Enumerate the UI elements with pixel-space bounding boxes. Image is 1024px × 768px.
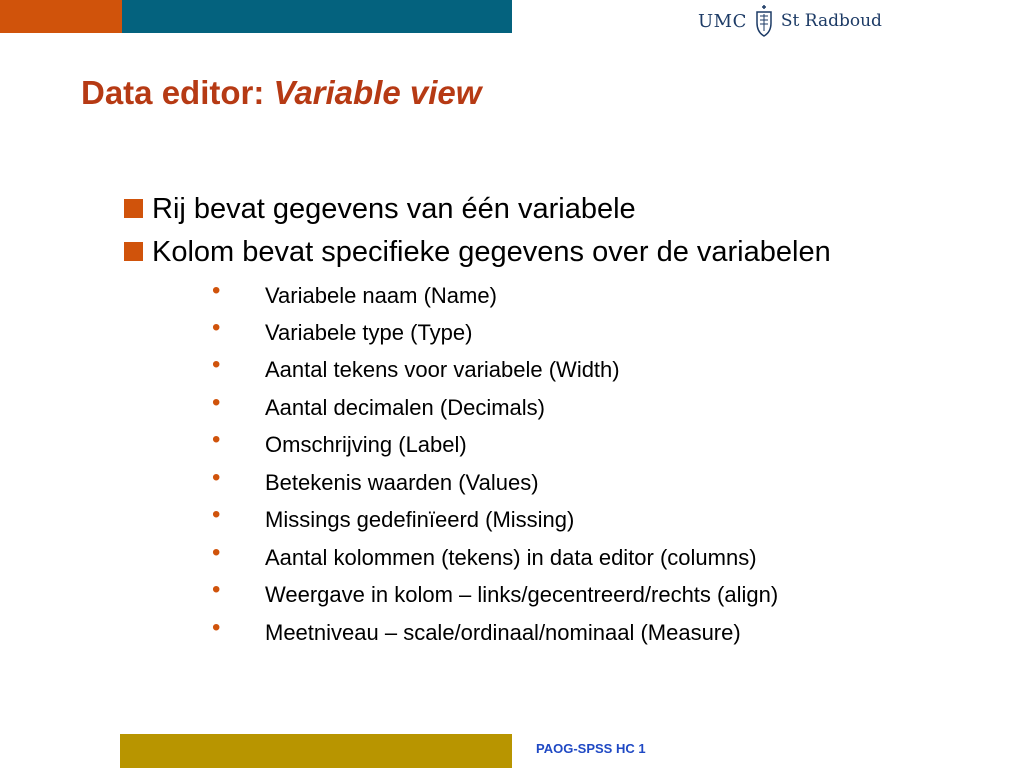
- dot-bullet-icon: •: [212, 351, 221, 378]
- sub-bullet-text: Variabele type (Type): [265, 320, 473, 345]
- dot-bullet-icon: •: [212, 501, 221, 528]
- square-bullet-icon: [124, 242, 143, 261]
- top-orange-bar: [0, 0, 122, 33]
- title-italic: Variable view: [273, 74, 482, 111]
- sub-bullet-text: Omschrijving (Label): [265, 432, 467, 457]
- bullet-text: Rij bevat gegevens van één variabele: [152, 193, 636, 225]
- dot-bullet-icon: •: [212, 277, 221, 304]
- dot-bullet-icon: •: [212, 576, 221, 603]
- square-bullet-icon: [124, 199, 143, 218]
- footer-label: PAOG-SPSS HC 1: [536, 741, 646, 756]
- dot-bullet-icon: •: [212, 614, 221, 641]
- sub-bullet-text: Variabele naam (Name): [265, 283, 497, 308]
- dot-bullet-icon: •: [212, 314, 221, 341]
- title-plain: Data editor:: [81, 74, 265, 111]
- bottom-gold-bar: [120, 734, 512, 768]
- sub-bullet-text: Aantal kolommen (tekens) in data editor (columns): [265, 545, 757, 570]
- sub-bullet-text: Aantal tekens voor variabele (Width): [265, 357, 620, 382]
- sub-bullet-text: Missings gedefinïeerd (Missing): [265, 507, 575, 532]
- dot-bullet-icon: •: [212, 539, 221, 566]
- sub-bullet-text: Meetniveau – scale/ordinaal/nominaal (Measure): [265, 620, 741, 645]
- logo-umc-text: UMC: [698, 10, 747, 32]
- sub-bullet-text: Weergave in kolom – links/gecentreerd/rechts (align): [265, 582, 779, 607]
- sub-bullet-text: Aantal decimalen (Decimals): [265, 395, 545, 420]
- bullet-text: Kolom bevat specifieke gegevens over de variabelen: [152, 236, 831, 268]
- dot-bullet-icon: •: [212, 426, 221, 453]
- umc-st-radboud-logo: [698, 2, 882, 40]
- dot-bullet-icon: •: [212, 389, 221, 416]
- crest-icon: [752, 3, 776, 39]
- logo-st-radboud-text: St Radboud: [780, 11, 882, 31]
- slide-title: [81, 74, 481, 112]
- sub-bullet-text: Betekenis waarden (Values): [265, 470, 539, 495]
- dot-bullet-icon: •: [212, 464, 221, 491]
- top-teal-bar: [122, 0, 512, 33]
